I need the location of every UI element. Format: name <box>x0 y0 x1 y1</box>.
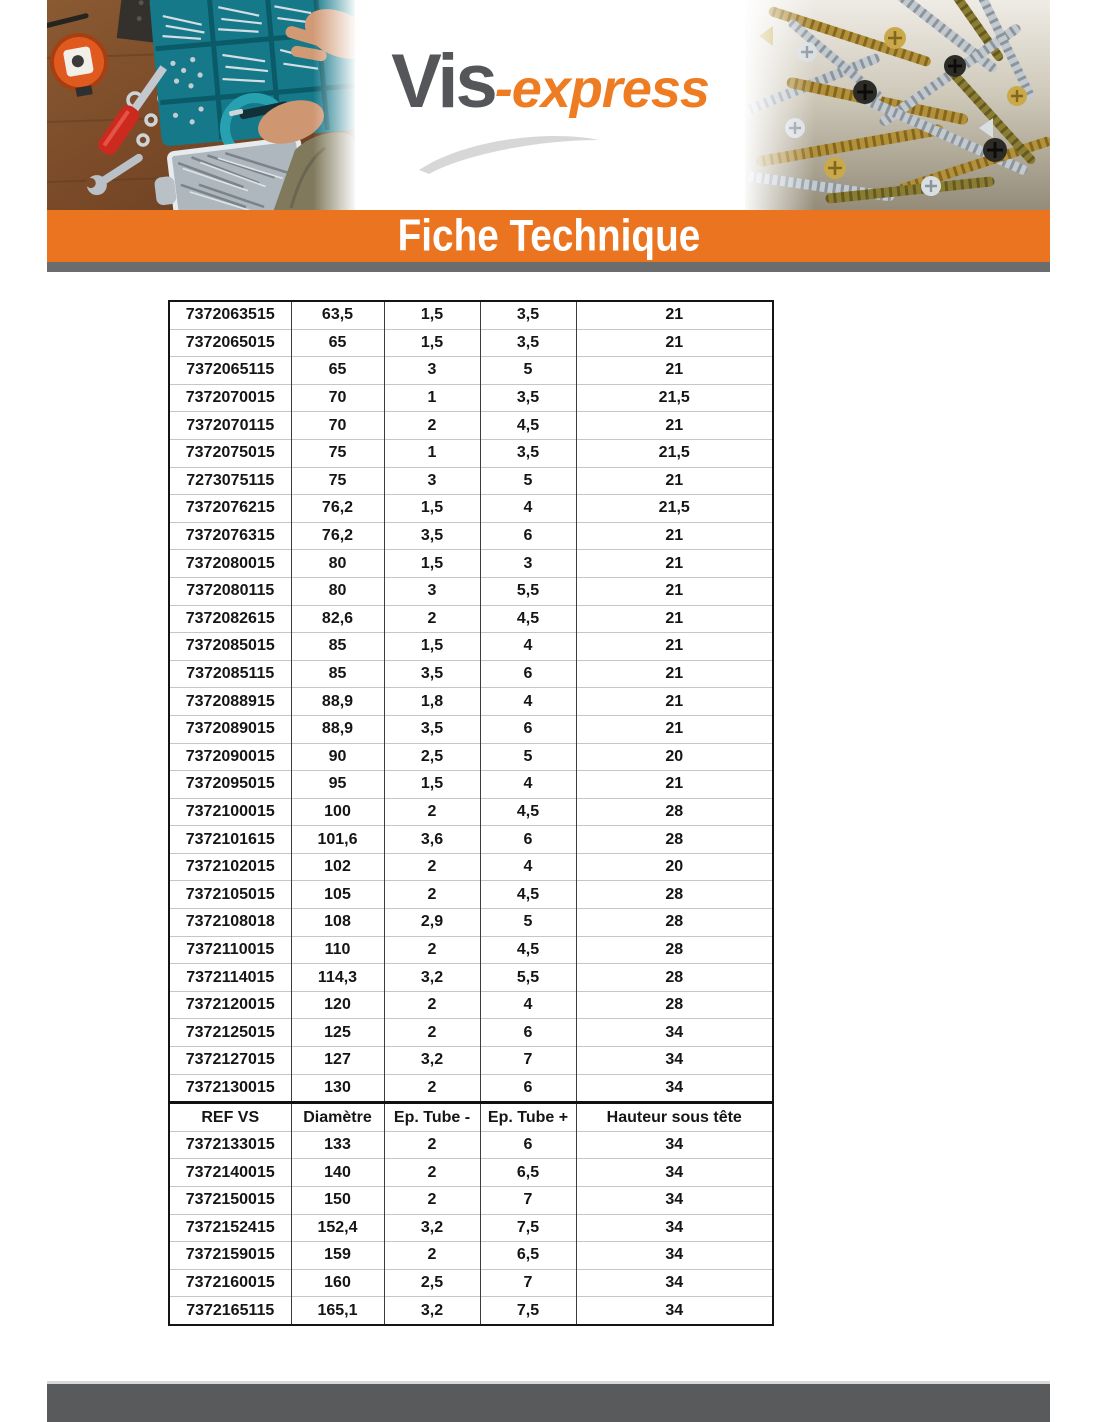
cell-hauteur-sous-tete: 21 <box>576 357 773 385</box>
cell-ep-tube-plus: 3,5 <box>480 384 576 412</box>
table-row <box>169 605 773 633</box>
cell-ref-vs: 7372159015 <box>169 1242 291 1270</box>
cell-ep-tube-minus: 3,5 <box>384 660 480 688</box>
table-row <box>169 329 773 357</box>
cell-hauteur-sous-tete: 28 <box>576 936 773 964</box>
cell-ref-vs: 7372070115 <box>169 412 291 440</box>
cell-ep-tube-plus: 4,5 <box>480 605 576 633</box>
cell-ep-tube-plus: 6 <box>480 1019 576 1047</box>
workbench-photo-graphic <box>47 0 355 212</box>
cell-ep-tube-plus: 7,5 <box>480 1297 576 1325</box>
screws-photo-graphic <box>745 0 1050 210</box>
cell-hauteur-sous-tete: 28 <box>576 991 773 1019</box>
cell-hauteur-sous-tete: 34 <box>576 1047 773 1075</box>
cell-ref-vs: 7372125015 <box>169 1019 291 1047</box>
cell-ref-vs: 7372089015 <box>169 715 291 743</box>
cell-ref-vs: 7372070015 <box>169 384 291 412</box>
table-row <box>169 412 773 440</box>
cell-hauteur-sous-tete: 28 <box>576 964 773 992</box>
table-row <box>169 688 773 716</box>
cell-ep-tube-minus: 2,5 <box>384 1269 480 1297</box>
table-row <box>169 439 773 467</box>
cell-ep-tube-plus: 7 <box>480 1187 576 1215</box>
cell-diametre: 88,9 <box>291 688 384 716</box>
table-row <box>169 743 773 771</box>
cell-ref-vs: 7372090015 <box>169 743 291 771</box>
cell-ref-vs: 7372065115 <box>169 357 291 385</box>
cell-hauteur-sous-tete: 21 <box>576 605 773 633</box>
cell-diametre: 125 <box>291 1019 384 1047</box>
cell-diametre: 102 <box>291 853 384 881</box>
cell-ep-tube-minus: 3,2 <box>384 1214 480 1242</box>
cell-ep-tube-plus: 7 <box>480 1269 576 1297</box>
cell-diametre: 76,2 <box>291 522 384 550</box>
cell-ep-tube-plus: 7,5 <box>480 1214 576 1242</box>
cell-diametre: 70 <box>291 384 384 412</box>
cell-ref-vs: 7372165115 <box>169 1297 291 1325</box>
column-header-ep-tube-plus: Ep. Tube + <box>480 1103 576 1132</box>
cell-ep-tube-plus: 6 <box>480 715 576 743</box>
cell-ep-tube-minus: 1,5 <box>384 633 480 661</box>
cell-ep-tube-plus: 4 <box>480 771 576 799</box>
screws-photo <box>745 0 1050 210</box>
cell-hauteur-sous-tete: 21,5 <box>576 439 773 467</box>
cell-ep-tube-plus: 5 <box>480 467 576 495</box>
table-row <box>169 384 773 412</box>
cell-ep-tube-minus: 3 <box>384 357 480 385</box>
cell-ref-vs: 7372127015 <box>169 1047 291 1075</box>
cell-diametre: 82,6 <box>291 605 384 633</box>
cell-ep-tube-plus: 3 <box>480 550 576 578</box>
cell-diametre: 85 <box>291 633 384 661</box>
cell-ep-tube-plus: 6,5 <box>480 1242 576 1270</box>
logo-swoosh <box>413 128 608 176</box>
cell-hauteur-sous-tete: 21 <box>576 577 773 605</box>
cell-diametre: 130 <box>291 1074 384 1103</box>
cell-ref-vs: 7372150015 <box>169 1187 291 1215</box>
cell-ep-tube-plus: 4,5 <box>480 936 576 964</box>
cell-ref-vs: 7372076215 <box>169 495 291 523</box>
table-row <box>169 550 773 578</box>
cell-ep-tube-minus: 1,5 <box>384 495 480 523</box>
cell-ep-tube-minus: 1,5 <box>384 550 480 578</box>
table-row <box>169 1214 773 1242</box>
cell-ref-vs: 7372114015 <box>169 964 291 992</box>
cell-hauteur-sous-tete: 21 <box>576 412 773 440</box>
cell-hauteur-sous-tete: 21,5 <box>576 384 773 412</box>
cell-ep-tube-minus: 1,8 <box>384 688 480 716</box>
cell-diametre: 76,2 <box>291 495 384 523</box>
cell-ep-tube-plus: 6 <box>480 1131 576 1159</box>
cell-ep-tube-plus: 6 <box>480 660 576 688</box>
cell-ep-tube-minus: 2 <box>384 1242 480 1270</box>
table-row <box>169 936 773 964</box>
cell-diametre: 133 <box>291 1131 384 1159</box>
table-row <box>169 1047 773 1075</box>
cell-diametre: 160 <box>291 1269 384 1297</box>
cell-ep-tube-minus: 2 <box>384 412 480 440</box>
cell-ref-vs: 7372095015 <box>169 771 291 799</box>
cell-ep-tube-minus: 2 <box>384 1187 480 1215</box>
cell-ref-vs: 7372085115 <box>169 660 291 688</box>
cell-ref-vs: 7372080115 <box>169 577 291 605</box>
cell-ep-tube-plus: 6 <box>480 522 576 550</box>
column-header-hauteur-sous-tete: Hauteur sous tête <box>576 1103 773 1132</box>
cell-hauteur-sous-tete: 21 <box>576 550 773 578</box>
cell-ref-vs: 7372065015 <box>169 329 291 357</box>
cell-ref-vs: 7273075115 <box>169 467 291 495</box>
table-row <box>169 1269 773 1297</box>
cell-hauteur-sous-tete: 21 <box>576 660 773 688</box>
cell-diametre: 108 <box>291 909 384 937</box>
column-header-ref-vs: REF VS <box>169 1103 291 1132</box>
cell-ref-vs: 7372152415 <box>169 1214 291 1242</box>
table-row <box>169 1159 773 1187</box>
cell-ep-tube-minus: 2,9 <box>384 909 480 937</box>
cell-hauteur-sous-tete: 34 <box>576 1159 773 1187</box>
cell-hauteur-sous-tete: 21 <box>576 771 773 799</box>
table-row <box>169 1074 773 1103</box>
cell-ep-tube-plus: 3,5 <box>480 301 576 329</box>
cell-ep-tube-minus: 3 <box>384 577 480 605</box>
table-row <box>169 633 773 661</box>
cell-ref-vs: 7372076315 <box>169 522 291 550</box>
cell-ep-tube-minus: 2,5 <box>384 743 480 771</box>
cell-ep-tube-minus: 1 <box>384 384 480 412</box>
cell-diametre: 110 <box>291 936 384 964</box>
column-header-diametre: Diamètre <box>291 1103 384 1132</box>
cell-ep-tube-plus: 4 <box>480 688 576 716</box>
cell-diametre: 85 <box>291 660 384 688</box>
cell-ep-tube-plus: 4 <box>480 633 576 661</box>
table-row <box>169 1242 773 1270</box>
cell-ep-tube-plus: 4,5 <box>480 798 576 826</box>
cell-diametre: 101,6 <box>291 826 384 854</box>
cell-ep-tube-minus: 1,5 <box>384 329 480 357</box>
cell-ref-vs: 7372075015 <box>169 439 291 467</box>
cell-ep-tube-plus: 4 <box>480 495 576 523</box>
cell-diametre: 65 <box>291 357 384 385</box>
cell-ep-tube-plus: 4,5 <box>480 881 576 909</box>
cell-ep-tube-plus: 5 <box>480 909 576 937</box>
cell-ref-vs: 7372133015 <box>169 1131 291 1159</box>
brand-name-secondary: -express <box>494 59 709 119</box>
cell-ep-tube-minus: 2 <box>384 991 480 1019</box>
cell-ep-tube-minus: 3,5 <box>384 715 480 743</box>
cell-hauteur-sous-tete: 21 <box>576 329 773 357</box>
cell-ep-tube-minus: 2 <box>384 936 480 964</box>
cell-ref-vs: 7372102015 <box>169 853 291 881</box>
cell-hauteur-sous-tete: 28 <box>576 881 773 909</box>
cell-hauteur-sous-tete: 34 <box>576 1019 773 1047</box>
cell-ep-tube-minus: 2 <box>384 1074 480 1103</box>
table-row <box>169 577 773 605</box>
cell-diametre: 100 <box>291 798 384 826</box>
cell-hauteur-sous-tete: 20 <box>576 743 773 771</box>
column-header-ep-tube-minus: Ep. Tube - <box>384 1103 480 1132</box>
cell-diametre: 63,5 <box>291 301 384 329</box>
banner-title: Fiche Technique <box>397 210 700 261</box>
cell-hauteur-sous-tete: 21 <box>576 522 773 550</box>
table-header-row <box>169 1103 773 1132</box>
cell-ep-tube-plus: 6 <box>480 1074 576 1103</box>
cell-ep-tube-minus: 1 <box>384 439 480 467</box>
cell-hauteur-sous-tete: 34 <box>576 1214 773 1242</box>
cell-ref-vs: 7372130015 <box>169 1074 291 1103</box>
cell-hauteur-sous-tete: 21 <box>576 633 773 661</box>
cell-ep-tube-plus: 5 <box>480 743 576 771</box>
cell-diametre: 114,3 <box>291 964 384 992</box>
cell-ep-tube-plus: 5 <box>480 357 576 385</box>
cell-hauteur-sous-tete: 34 <box>576 1074 773 1103</box>
cell-ep-tube-minus: 2 <box>384 605 480 633</box>
cell-diametre: 75 <box>291 467 384 495</box>
cell-hauteur-sous-tete: 34 <box>576 1187 773 1215</box>
cell-hauteur-sous-tete: 34 <box>576 1297 773 1325</box>
brand-logo-text <box>355 38 745 125</box>
cell-hauteur-sous-tete: 28 <box>576 909 773 937</box>
cell-ref-vs: 7372140015 <box>169 1159 291 1187</box>
table-row <box>169 771 773 799</box>
cell-ep-tube-minus: 2 <box>384 853 480 881</box>
cell-ep-tube-plus: 4 <box>480 853 576 881</box>
table-row <box>169 522 773 550</box>
cell-diametre: 152,4 <box>291 1214 384 1242</box>
cell-ref-vs: 7372101615 <box>169 826 291 854</box>
cell-ref-vs: 7372108018 <box>169 909 291 937</box>
cell-ep-tube-minus: 3,6 <box>384 826 480 854</box>
table-row <box>169 826 773 854</box>
cell-ref-vs: 7372080015 <box>169 550 291 578</box>
cell-diametre: 95 <box>291 771 384 799</box>
cell-ref-vs: 7372160015 <box>169 1269 291 1297</box>
table-row <box>169 853 773 881</box>
cell-diametre: 70 <box>291 412 384 440</box>
table-row <box>169 991 773 1019</box>
table-row <box>169 715 773 743</box>
table-row <box>169 964 773 992</box>
table-row <box>169 1297 773 1325</box>
cell-ep-tube-minus: 2 <box>384 1131 480 1159</box>
banner <box>47 210 1050 262</box>
cell-ep-tube-plus: 4,5 <box>480 412 576 440</box>
cell-ep-tube-minus: 2 <box>384 881 480 909</box>
cell-diametre: 140 <box>291 1159 384 1187</box>
cell-ep-tube-minus: 3,2 <box>384 964 480 992</box>
header-divider-bar <box>47 262 1050 272</box>
cell-diametre: 105 <box>291 881 384 909</box>
cell-ep-tube-plus: 6,5 <box>480 1159 576 1187</box>
cell-ep-tube-plus: 7 <box>480 1047 576 1075</box>
table-row <box>169 798 773 826</box>
header <box>47 0 1050 212</box>
table-row <box>169 660 773 688</box>
brand-name-primary: Vis <box>391 39 495 124</box>
table-row <box>169 301 773 329</box>
cell-diametre: 90 <box>291 743 384 771</box>
cell-diametre: 150 <box>291 1187 384 1215</box>
table-row <box>169 1019 773 1047</box>
cell-ep-tube-minus: 3,2 <box>384 1047 480 1075</box>
cell-ref-vs: 7372105015 <box>169 881 291 909</box>
table-row <box>169 1131 773 1159</box>
cell-diametre: 120 <box>291 991 384 1019</box>
cell-ep-tube-minus: 3 <box>384 467 480 495</box>
cell-hauteur-sous-tete: 34 <box>576 1242 773 1270</box>
cell-ep-tube-plus: 3,5 <box>480 439 576 467</box>
table-row <box>169 1187 773 1215</box>
cell-diametre: 75 <box>291 439 384 467</box>
cell-hauteur-sous-tete: 21 <box>576 301 773 329</box>
cell-hauteur-sous-tete: 34 <box>576 1131 773 1159</box>
cell-ep-tube-minus: 2 <box>384 798 480 826</box>
table-row <box>169 357 773 385</box>
cell-hauteur-sous-tete: 34 <box>576 1269 773 1297</box>
cell-hauteur-sous-tete: 28 <box>576 826 773 854</box>
cell-hauteur-sous-tete: 21 <box>576 467 773 495</box>
spec-table-body <box>169 301 773 1325</box>
cell-ep-tube-plus: 6 <box>480 826 576 854</box>
spec-table <box>168 300 774 1326</box>
cell-ep-tube-plus: 5,5 <box>480 577 576 605</box>
cell-ep-tube-minus: 2 <box>384 1159 480 1187</box>
cell-ep-tube-plus: 4 <box>480 991 576 1019</box>
table-row <box>169 881 773 909</box>
cell-diametre: 80 <box>291 550 384 578</box>
cell-diametre: 80 <box>291 577 384 605</box>
cell-diametre: 65 <box>291 329 384 357</box>
cell-ref-vs: 7372100015 <box>169 798 291 826</box>
table-row <box>169 909 773 937</box>
cell-ep-tube-minus: 1,5 <box>384 771 480 799</box>
cell-ref-vs: 7372063515 <box>185 306 275 324</box>
footer-bar <box>47 1381 1050 1422</box>
cell-hauteur-sous-tete: 20 <box>576 853 773 881</box>
cell-ref-vs: 7372082615 <box>169 605 291 633</box>
cell-ep-tube-minus: 3,2 <box>384 1297 480 1325</box>
cell-ep-tube-minus: 3,5 <box>384 522 480 550</box>
cell-hauteur-sous-tete: 21 <box>576 715 773 743</box>
cell-diametre: 88,9 <box>291 715 384 743</box>
cell-diametre: 127 <box>291 1047 384 1075</box>
cell-hauteur-sous-tete: 21,5 <box>576 495 773 523</box>
cell-ref-vs: 7372088915 <box>169 688 291 716</box>
cell-ep-tube-plus: 5,5 <box>480 964 576 992</box>
workbench-photo <box>47 0 355 212</box>
cell-ep-tube-minus: 1,5 <box>384 301 480 329</box>
table-row <box>169 495 773 523</box>
cell-diametre: 159 <box>291 1242 384 1270</box>
cell-hauteur-sous-tete: 21 <box>576 688 773 716</box>
cell-ep-tube-plus: 3,5 <box>480 329 576 357</box>
cell-ref-vs: 7372110015 <box>169 936 291 964</box>
cell-ref-vs: 7372085015 <box>169 633 291 661</box>
cell-diametre: 165,1 <box>291 1297 384 1325</box>
brand-logo <box>355 0 745 212</box>
table-row <box>169 467 773 495</box>
cell-ref-vs: 7372120015 <box>169 991 291 1019</box>
cell-hauteur-sous-tete: 28 <box>576 798 773 826</box>
cell-ep-tube-minus: 2 <box>384 1019 480 1047</box>
